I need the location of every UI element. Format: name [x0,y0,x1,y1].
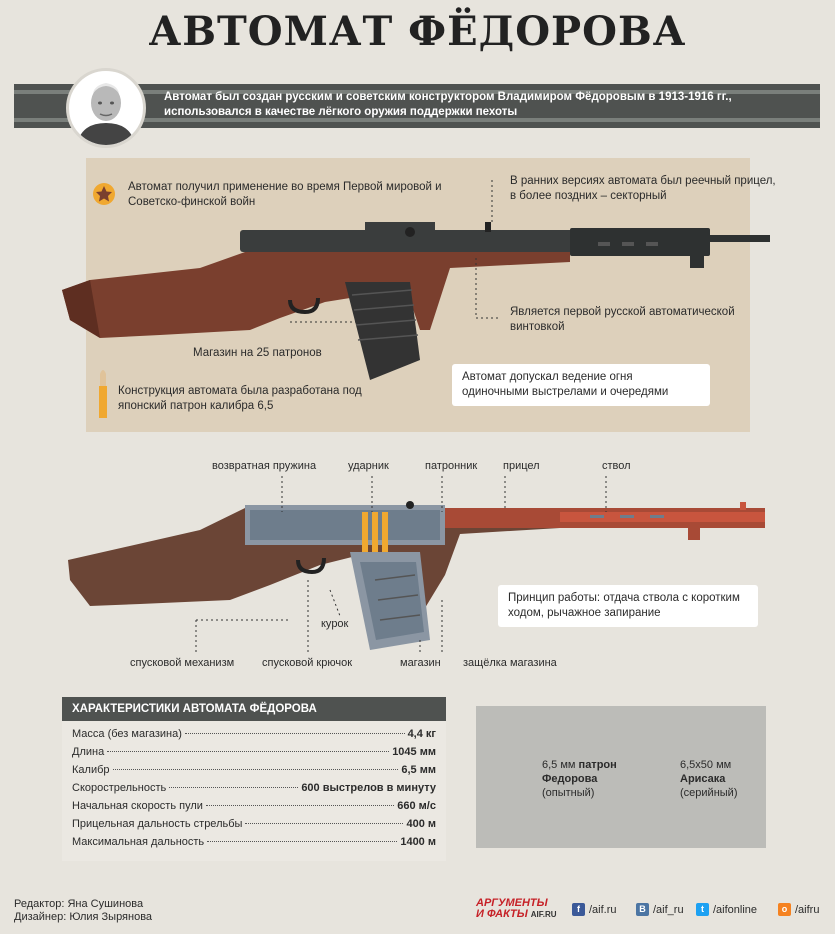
intro-text: Автомат был создан русским и советским конструктором Владимиром Фёдоровым в 1913-1916 гг., использовался в качестве лёгкого оружия поддержки пехоты [164,91,732,118]
spec-label: Начальная скорость пули [72,800,203,812]
ammo-fedorov: 6,5 мм патрон Федорова (опытный) [542,759,617,799]
designer-credit: Дизайнер: Юлия Зырянова [14,911,153,923]
spec-dots [245,822,403,824]
label-barrel: ствол [602,460,631,472]
ammo-arisaka: 6,5х50 мм Арисака (серийный) [680,759,738,799]
spec-dots [206,804,394,806]
spec-value: 400 м [406,818,436,830]
spec-dots [107,750,389,752]
facebook-icon: f [572,903,585,916]
label-striker: ударник [348,460,389,472]
spec-value: 660 м/с [397,800,436,812]
odnoklassniki-icon: o [778,903,791,916]
twitter-icon: t [696,903,709,916]
social-handle: /aifonline [713,903,758,916]
label-hammer: курок [321,618,349,630]
callout-first-rifle: Является первой русской автоматической винтовкой [510,306,735,333]
aif-logo[interactable]: АРГУМЕНТЫ И ФАКТЫ AIF.RU [476,897,557,920]
spec-row [62,836,446,854]
spec-row [62,746,446,764]
spec-label: Калибр [72,764,110,776]
spec-row [62,782,446,800]
vk-icon: B [636,903,649,916]
spec-label: Максимальная дальность [72,836,205,848]
spec-label: Прицельная дальность стрельбы [72,818,243,830]
label-magazine-latch: защёлка магазина [463,657,557,669]
spec-label: Длина [72,746,105,758]
callout-sight: В ранних версиях автомата был реечный прицел, в более поздних – секторный [510,175,776,202]
label-magazine: магазин [400,657,441,669]
spec-dots [113,768,399,770]
label-return-spring: возвратная пружина [212,460,317,472]
callout-magazine: Магазин на 25 патронов [193,347,322,359]
callout-war: Автомат получил применение во время Первой мировой и Советско-финской войн [128,181,442,208]
spec-row [62,764,446,782]
fire-modes-box: Автомат допускал ведение огня одиночными выстрелами и очередями [452,364,710,406]
social-handle: /aifru [795,903,820,916]
spec-value: 6,5 мм [401,764,436,776]
star-icon [93,183,115,205]
rifle-exterior [62,222,770,380]
principle-box: Принцип работы: отдача ствола с коротким ходом, рычажное запирание [498,585,758,627]
specs-heading: ХАРАКТЕРИСТИКИ АВТОМАТА ФЁДОРОВА [62,697,446,721]
social-link[interactable] [572,903,617,916]
editor-credit: Редактор: Яна Сушинова [14,898,144,910]
label-trigger-mechanism: спусковой механизм [130,657,235,669]
spec-label: Скорострельность [72,782,167,794]
social-link[interactable] [636,903,684,916]
rifle-cutaway [68,501,765,650]
social-handle: /aif_ru [653,903,684,916]
callout-cartridge: Конструкция автомата была разработана под японский патрон калибра 6,5 [118,385,362,412]
specs-table [62,697,446,861]
label-trigger: спусковой крючок [262,657,353,669]
spec-row [62,818,446,836]
social-handle: /aif.ru [589,903,617,916]
spec-dots [207,840,397,842]
spec-label: Масса (без магазина) [72,728,182,740]
social-link[interactable] [778,903,819,916]
cartridge-icon [99,370,107,418]
spec-dots [185,732,405,734]
spec-row [62,800,446,818]
spec-value: 600 выстрелов в минуту [301,782,436,794]
label-sight: прицел [503,460,540,472]
label-chamber: патронник [425,460,478,472]
spec-value: 1045 мм [392,746,436,758]
spec-value: 1400 м [400,836,436,848]
spec-value: 4,4 кг [407,728,436,740]
spec-dots [169,786,298,788]
credits [14,898,152,924]
spec-row [62,728,446,746]
page-title: АВТОМАТ ФЁДОРОВА [148,8,687,55]
social-link[interactable] [696,903,757,916]
